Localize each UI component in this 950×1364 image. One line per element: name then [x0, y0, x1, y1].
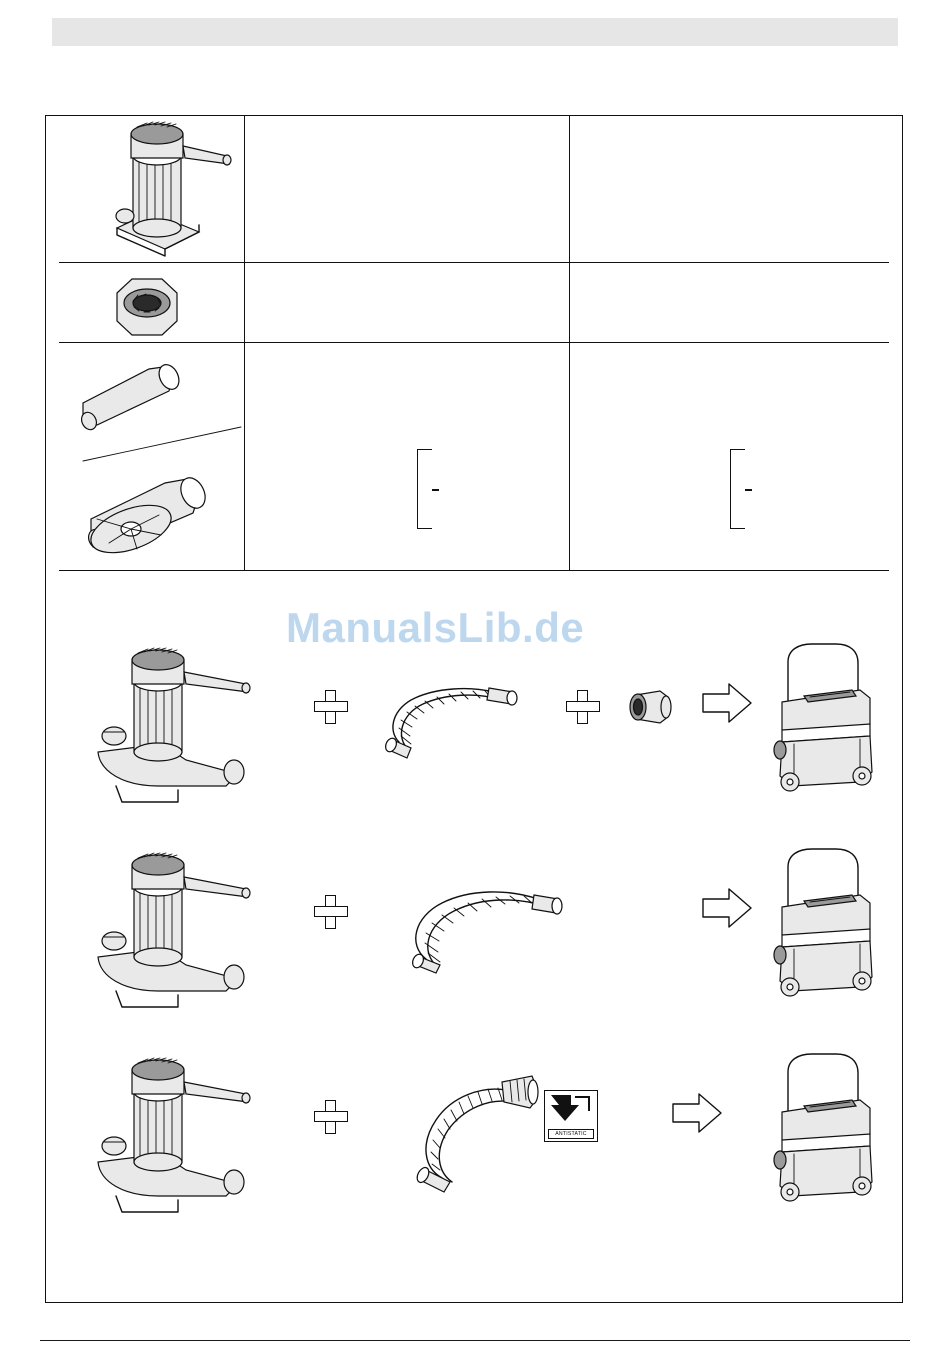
router-with-extraction-hood-icon	[66, 640, 266, 820]
plus-icon	[314, 1100, 348, 1134]
plus-icon	[314, 895, 348, 929]
arrow-right-icon	[701, 682, 749, 722]
router-tool-illustration	[59, 116, 244, 263]
router-with-extraction-hood-icon	[66, 845, 266, 1025]
dust-extractor-vacuum-icon	[764, 1050, 884, 1210]
collet-nut-illustration	[59, 263, 244, 343]
page-header-bar	[52, 18, 898, 46]
bracket-mark	[730, 449, 745, 529]
specification-table	[46, 116, 902, 571]
row-1-right-cell	[569, 116, 889, 263]
row-2-right-cell	[569, 263, 889, 343]
coiled-suction-hose-icon	[381, 670, 541, 765]
arrow-right-icon	[701, 887, 749, 927]
arrow-right-icon	[671, 1092, 719, 1132]
combination-row-3	[46, 1050, 902, 1255]
row-1-middle-cell	[244, 116, 569, 263]
dust-extractor-vacuum-icon	[764, 640, 884, 800]
table-row	[46, 263, 902, 343]
plus-icon	[314, 690, 348, 724]
dust-extractor-vacuum-icon	[764, 845, 884, 1005]
bracket-mark	[417, 449, 432, 529]
table-row	[46, 116, 902, 263]
row-3-middle-cell	[244, 343, 569, 571]
antistatic-suction-hose-icon	[386, 1072, 551, 1192]
watermark: ManualsLib.de	[286, 604, 585, 651]
row-3-right-cell	[569, 343, 889, 571]
coiled-suction-hose-icon	[398, 873, 578, 978]
combination-row-1	[46, 640, 902, 845]
table-row	[46, 343, 902, 571]
footer-divider	[40, 1340, 910, 1341]
combination-row-2	[46, 845, 902, 1050]
row-2-middle-cell	[244, 263, 569, 343]
antistatic-badge-label: ANTISTATIC	[548, 1129, 594, 1139]
plus-icon	[566, 690, 600, 724]
antistatic-badge-icon	[544, 1090, 598, 1142]
nozzle-and-funnel-illustration	[59, 343, 244, 571]
hose-adapter-sleeve-icon	[624, 685, 680, 736]
router-with-extraction-hood-icon	[66, 1050, 266, 1230]
